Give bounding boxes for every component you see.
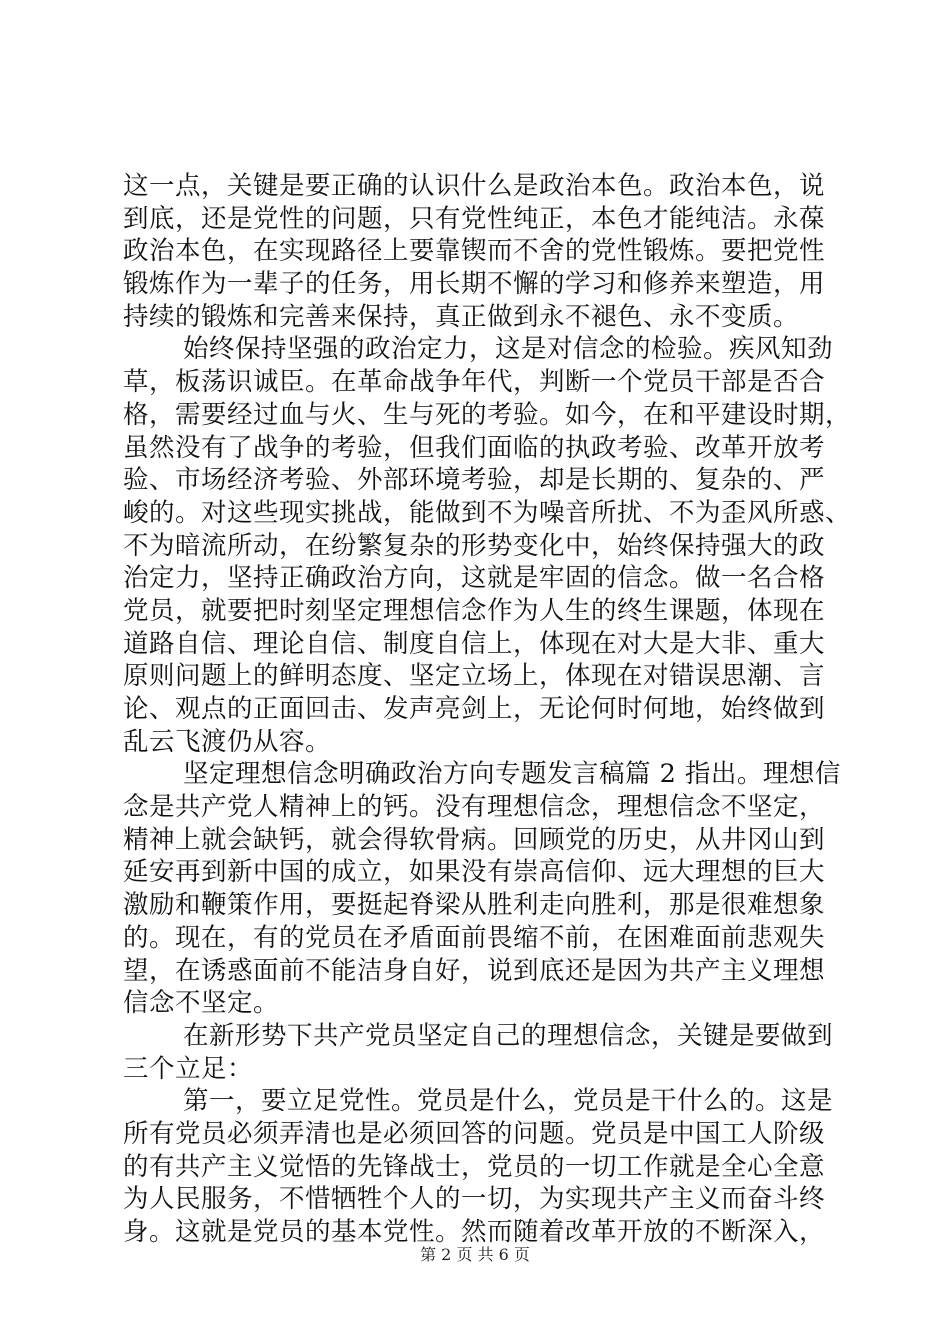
text-line: 峻的。对这些现实挑战，能做到不为噪音所扰、不为歪风所惑、 (123, 497, 852, 528)
text-line: 道路自信、理论自信、制度自信上，体现在对大是大非、重大 (123, 628, 826, 659)
text-line: 坚定理想信念明确政治方向专题发言稿篇 2 指出。理想信 (183, 759, 841, 790)
text-line: 三个立足： (123, 1053, 254, 1084)
text-line: 治定力，坚持正确政治方向，这就是牢固的信念。做一名合格 (123, 563, 826, 594)
text-line: 乱云飞渡仍从容。 (123, 726, 332, 757)
text-line: 到底，还是党性的问题，只有党性纯正，本色才能纯洁。永葆 (123, 203, 826, 234)
text-line: 第一，要立足党性。党员是什么，党员是干什么的。这是 (183, 1086, 834, 1117)
text-line: 验、市场经济考验、外部环境考验，却是长期的、复杂的、严 (123, 465, 826, 496)
page-footer: 第 2 页 共 6 页 (420, 1245, 530, 1264)
text-line: 持续的锻炼和完善来保持，真正做到永不褪色、永不变质。 (123, 301, 800, 332)
text-line: 延安再到新中国的成立，如果没有崇高信仰、远大理想的巨大 (123, 857, 826, 888)
text-line: 激励和鞭策作用，要挺起脊梁从胜利走向胜利，那是很难想象 (123, 890, 826, 921)
text-line: 念是共产党人精神上的钙。没有理想信念，理想信念不坚定， (123, 792, 826, 823)
text-line: 政治本色，在实现路径上要靠锲而不舍的党性锻炼。要把党性 (123, 236, 826, 267)
text-line: 身。这就是党员的基本党性。然而随着改革开放的不断深入， (123, 1217, 826, 1247)
text-line: 始终保持坚强的政治定力，这是对信念的检验。疾风知劲 (183, 334, 834, 365)
text-line: 在新形势下共产党员坚定自己的理想信念，关键是要做到 (183, 1020, 834, 1051)
text-line: 这一点，关键是要正确的认识什么是政治本色。政治本色，说 (123, 171, 826, 201)
text-line: 精神上就会缺钙，就会得软骨病。回顾党的历史，从井冈山到 (123, 824, 826, 855)
text-line: 为人民服务，不惜牺牲个人的一切，为实现共产主义而奋斗终 (123, 1184, 826, 1215)
text-line: 的。现在，有的党员在矛盾面前畏缩不前，在困难面前悲观失 (123, 922, 826, 953)
text-line: 所有党员必须弄清也是必须回答的问题。党员是中国工人阶级 (123, 1118, 826, 1149)
document-body (123, 170, 852, 1249)
text-line: 原则问题上的鲜明态度、坚定立场上，体现在对错误思潮、言 (123, 661, 826, 692)
text-line: 的有共产主义觉悟的先锋战士，党员的一切工作就是全心全意 (123, 1151, 826, 1182)
text-line: 草，板荡识诚臣。在革命战争年代，判断一个党员干部是否合 (123, 367, 826, 398)
text-line: 虽然没有了战争的考验，但我们面临的执政考验、改革开放考 (123, 432, 826, 463)
text-line: 信念不坚定。 (123, 988, 280, 1019)
text-line: 不为暗流所动，在纷繁复杂的形势变化中，始终保持强大的政 (123, 530, 826, 561)
text-line: 望，在诱惑面前不能洁身自好，说到底还是因为共产主义理想 (123, 955, 826, 986)
text-line: 论、观点的正面回击、发声亮剑上，无论何时何地，始终做到 (123, 694, 826, 724)
text-line: 党员，就要把时刻坚定理想信念作为人生的终生课题，体现在 (123, 595, 826, 626)
text-line: 格，需要经过血与火、生与死的考验。如今，在和平建设时期， (123, 399, 852, 430)
text-line: 锻炼作为一辈子的任务，用长期不懈的学习和修养来塑造，用 (123, 269, 826, 300)
